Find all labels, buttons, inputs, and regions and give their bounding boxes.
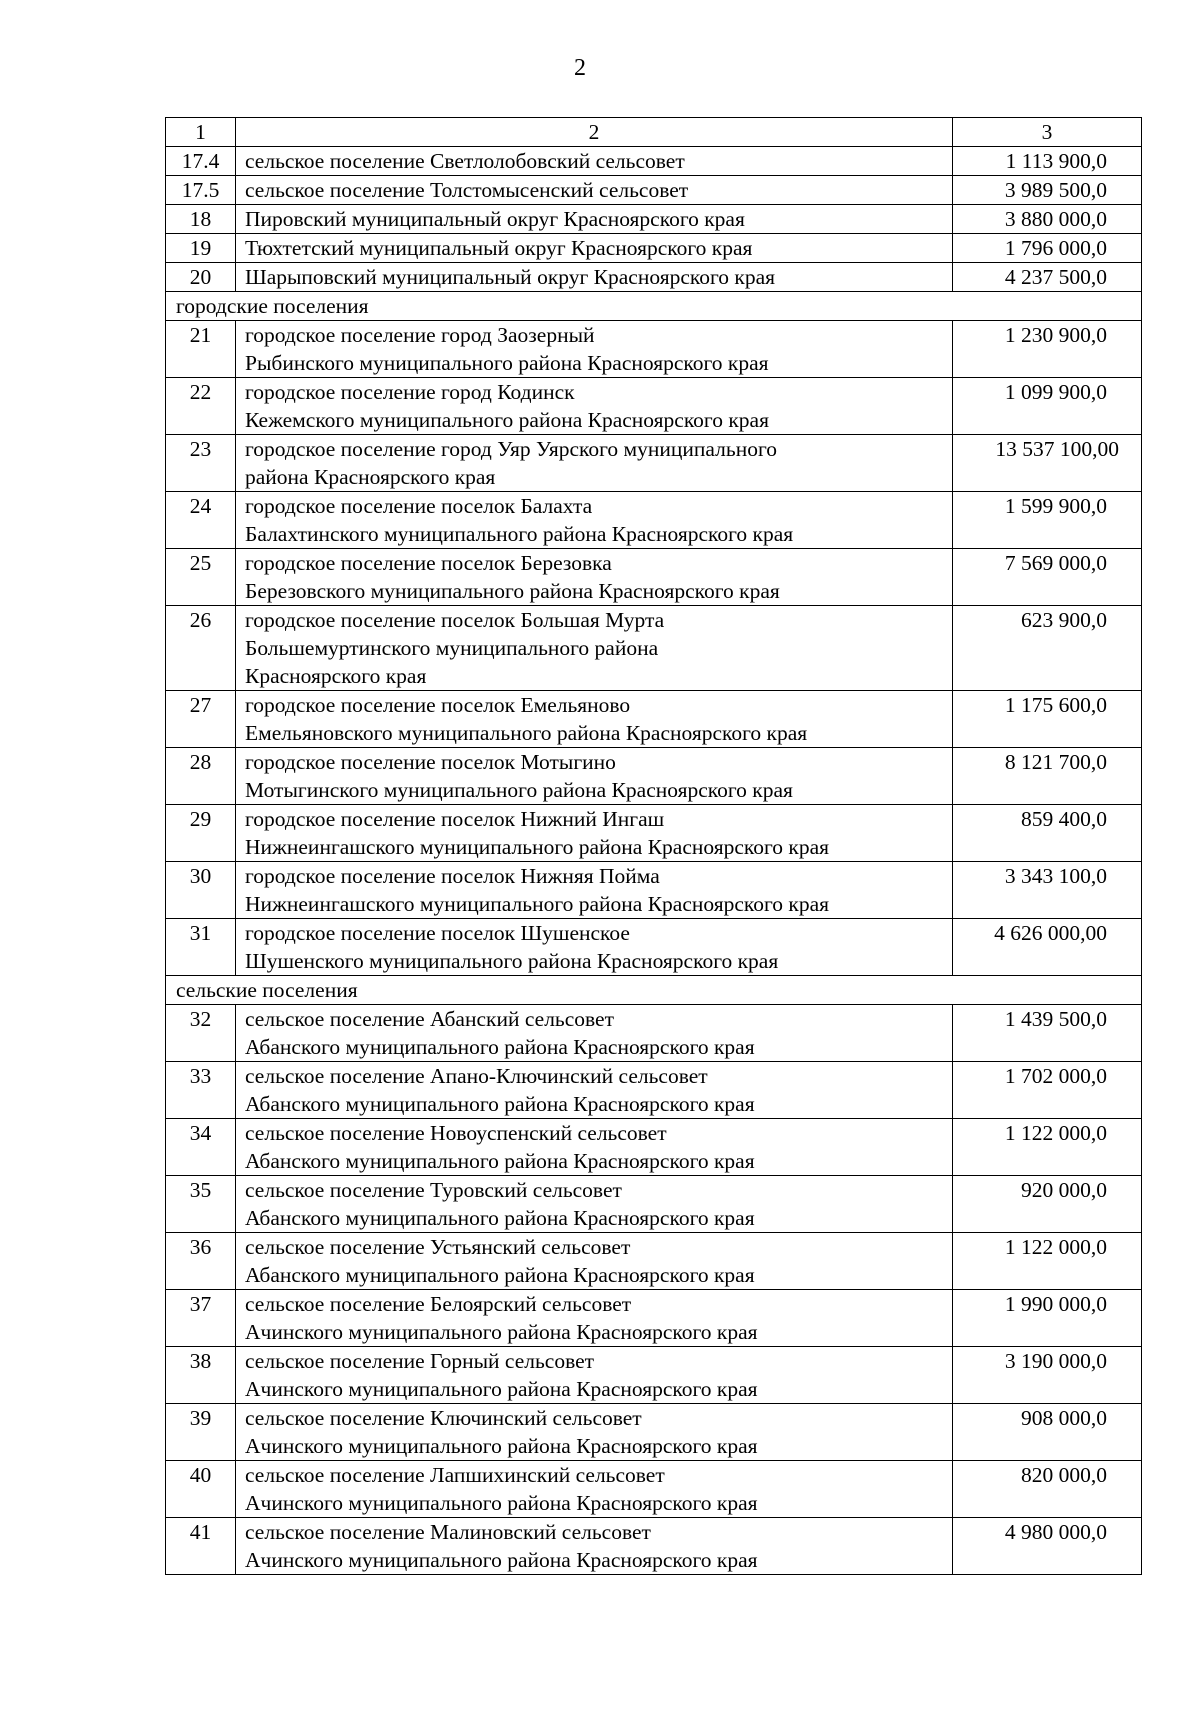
amount: 908 000,0 — [953, 1404, 1142, 1461]
municipality-name-line: Ачинского муниципального района Красноярского края — [245, 1377, 758, 1401]
municipality-name — [236, 1233, 953, 1290]
municipality-name-line: городское поселение поселок Шушенское — [245, 921, 630, 945]
row-number: 27 — [166, 691, 236, 748]
amount: 1 099 900,0 — [953, 378, 1142, 435]
municipality-name-line: городское поселение поселок Нижняя Пойма — [245, 864, 660, 888]
municipality-name-line: района Красноярского края — [245, 465, 496, 489]
column-header-2: 2 — [236, 118, 953, 147]
row-number: 36 — [166, 1233, 236, 1290]
table-header-row — [166, 118, 1142, 147]
amount: 859 400,0 — [953, 805, 1142, 862]
amount: 1 113 900,0 — [953, 147, 1142, 176]
amount: 4 237 500,0 — [953, 263, 1142, 292]
municipality-name — [236, 1290, 953, 1347]
amount: 13 537 100,00 — [953, 435, 1142, 492]
municipality-name-line: городское поселение поселок Емельяново — [245, 693, 631, 717]
municipality-name-line: Шушенского муниципального района Красноярского края — [245, 949, 779, 973]
table-row — [166, 321, 1142, 378]
section-heading: сельские поселения — [166, 976, 1142, 1005]
row-number: 25 — [166, 549, 236, 606]
municipality-name-line: Тюхтетский муниципальный округ Красноярского края — [245, 236, 753, 260]
municipality-name-line: сельское поселение Малиновский сельсовет — [245, 1520, 651, 1544]
table-row — [166, 691, 1142, 748]
municipality-name-line: городское поселение город Кодинск — [245, 380, 575, 404]
municipality-name-line: сельское поселение Абанский сельсовет — [245, 1007, 614, 1031]
municipality-name-line: Абанского муниципального района Красноярского края — [245, 1035, 755, 1059]
municipality-name — [236, 1347, 953, 1404]
amount: 1 122 000,0 — [953, 1233, 1142, 1290]
municipality-name — [236, 805, 953, 862]
row-number: 39 — [166, 1404, 236, 1461]
row-number: 28 — [166, 748, 236, 805]
amount: 1 122 000,0 — [953, 1119, 1142, 1176]
municipality-name-line: Кежемского муниципального района Красноярского края — [245, 408, 769, 432]
row-number: 31 — [166, 919, 236, 976]
table-row — [166, 549, 1142, 606]
row-number: 23 — [166, 435, 236, 492]
row-number: 22 — [166, 378, 236, 435]
municipality-name-line: городское поселение поселок Большая Мурта — [245, 608, 665, 632]
amount: 1 599 900,0 — [953, 492, 1142, 549]
municipality-name-line: сельское поселение Светлолобовский сельсовет — [245, 149, 685, 173]
row-number: 35 — [166, 1176, 236, 1233]
municipality-name — [236, 321, 953, 378]
municipality-name — [236, 1119, 953, 1176]
municipality-name-line: Балахтинского муниципального района Красноярского края — [245, 522, 794, 546]
row-number: 30 — [166, 862, 236, 919]
table-row — [166, 862, 1142, 919]
municipality-name-line: Нижнеингашского муниципального района Красноярского края — [245, 835, 830, 859]
row-number: 19 — [166, 234, 236, 263]
row-number: 18 — [166, 205, 236, 234]
row-number: 37 — [166, 1290, 236, 1347]
section-row-urban — [166, 292, 1142, 321]
municipality-name-line: Абанского муниципального района Красноярского края — [245, 1206, 755, 1230]
municipality-name-line: сельское поселение Устьянский сельсовет — [245, 1235, 631, 1259]
municipality-name-line: Мотыгинского муниципального района Красноярского края — [245, 778, 793, 802]
row-number: 24 — [166, 492, 236, 549]
table-row — [166, 147, 1142, 176]
municipality-name — [236, 147, 953, 176]
amount: 1 702 000,0 — [953, 1062, 1142, 1119]
table-row — [166, 176, 1142, 205]
municipality-name-line: сельское поселение Апано-Ключинский сельсовет — [245, 1064, 708, 1088]
municipality-name-line: Ачинского муниципального района Красноярского края — [245, 1320, 758, 1344]
table-row — [166, 805, 1142, 862]
municipality-name — [236, 549, 953, 606]
column-header-3: 3 — [953, 118, 1142, 147]
municipality-name-line: сельское поселение Толстомысенский сельсовет — [245, 178, 689, 202]
municipality-name-line: Ачинского муниципального района Красноярского края — [245, 1491, 758, 1515]
table-row — [166, 748, 1142, 805]
row-number: 40 — [166, 1461, 236, 1518]
municipality-name-line: городское поселение поселок Балахта — [245, 494, 593, 518]
table-row — [166, 1518, 1142, 1575]
table-row — [166, 492, 1142, 549]
municipality-name — [236, 1005, 953, 1062]
table-row — [166, 263, 1142, 292]
section-heading: городские поселения — [166, 292, 1142, 321]
municipality-name-line: сельское поселение Новоуспенский сельсовет — [245, 1121, 667, 1145]
amount: 4 980 000,0 — [953, 1518, 1142, 1575]
table-row — [166, 1062, 1142, 1119]
table-row — [166, 1233, 1142, 1290]
table-row — [166, 1119, 1142, 1176]
municipality-name — [236, 1404, 953, 1461]
table-row — [166, 606, 1142, 691]
table-row — [166, 1290, 1142, 1347]
municipality-name — [236, 1176, 953, 1233]
row-number: 21 — [166, 321, 236, 378]
municipality-name-line: Рыбинского муниципального района Красноярского края — [245, 351, 769, 375]
municipality-name-line: Емельяновского муниципального района Красноярского края — [245, 721, 808, 745]
municipality-name-line: Ачинского муниципального района Красноярского края — [245, 1434, 758, 1458]
table-row — [166, 234, 1142, 263]
municipality-name-line: сельское поселение Горный сельсовет — [245, 1349, 595, 1373]
table-row — [166, 919, 1142, 976]
amount: 920 000,0 — [953, 1176, 1142, 1233]
row-number: 17.5 — [166, 176, 236, 205]
municipality-name — [236, 606, 953, 691]
municipality-name-line: городское поселение поселок Мотыгино — [245, 750, 616, 774]
table-row — [166, 378, 1142, 435]
municipality-name-line: сельское поселение Ключинский сельсовет — [245, 1406, 642, 1430]
municipality-name — [236, 435, 953, 492]
row-number: 41 — [166, 1518, 236, 1575]
table-row — [166, 1176, 1142, 1233]
municipality-name-line: Шарыповский муниципальный округ Красноярского края — [245, 265, 776, 289]
municipality-name-line: Абанского муниципального района Красноярского края — [245, 1149, 755, 1173]
amount: 3 190 000,0 — [953, 1347, 1142, 1404]
municipality-name — [236, 1461, 953, 1518]
amount: 1 796 000,0 — [953, 234, 1142, 263]
municipality-name — [236, 691, 953, 748]
row-number: 34 — [166, 1119, 236, 1176]
table-row — [166, 435, 1142, 492]
amount: 820 000,0 — [953, 1461, 1142, 1518]
table-row — [166, 1404, 1142, 1461]
municipality-name-line: Березовского муниципального района Красноярского края — [245, 579, 780, 603]
municipality-name-line: городское поселение город Заозерный — [245, 323, 595, 347]
budget-table — [165, 117, 1142, 1575]
municipality-name-line: городское поселение поселок Березовка — [245, 551, 612, 575]
table-row — [166, 1461, 1142, 1518]
municipality-name-line: Абанского муниципального района Красноярского края — [245, 1092, 755, 1116]
amount: 1 990 000,0 — [953, 1290, 1142, 1347]
municipality-name-line: сельское поселение Белоярский сельсовет — [245, 1292, 632, 1316]
municipality-name — [236, 1518, 953, 1575]
row-number: 32 — [166, 1005, 236, 1062]
row-number: 33 — [166, 1062, 236, 1119]
amount: 1 230 900,0 — [953, 321, 1142, 378]
municipality-name — [236, 862, 953, 919]
amount: 1 439 500,0 — [953, 1005, 1142, 1062]
municipality-name-line: сельское поселение Туровский сельсовет — [245, 1178, 622, 1202]
row-number: 26 — [166, 606, 236, 691]
row-number: 20 — [166, 263, 236, 292]
municipality-name — [236, 263, 953, 292]
municipality-name — [236, 176, 953, 205]
row-number: 29 — [166, 805, 236, 862]
municipality-name — [236, 378, 953, 435]
amount: 3 989 500,0 — [953, 176, 1142, 205]
municipality-name-line: Абанского муниципального района Красноярского края — [245, 1263, 755, 1287]
column-header-1: 1 — [166, 118, 236, 147]
municipality-name-line: Нижнеингашского муниципального района Красноярского края — [245, 892, 830, 916]
municipality-name — [236, 492, 953, 549]
table-row — [166, 1347, 1142, 1404]
municipality-name-line: сельское поселение Лапшихинский сельсовет — [245, 1463, 665, 1487]
municipality-name-line: Пировский муниципальный округ Красноярского края — [245, 207, 745, 231]
amount: 8 121 700,0 — [953, 748, 1142, 805]
table-body — [166, 118, 1142, 1575]
amount: 3 343 100,0 — [953, 862, 1142, 919]
municipality-name — [236, 748, 953, 805]
amount: 3 880 000,0 — [953, 205, 1142, 234]
table-row — [166, 205, 1142, 234]
page-number: 2 — [574, 55, 586, 81]
row-number: 38 — [166, 1347, 236, 1404]
municipality-name — [236, 234, 953, 263]
municipality-name-line: Красноярского края — [245, 664, 427, 688]
amount: 623 900,0 — [953, 606, 1142, 691]
municipality-name-line: Ачинского муниципального района Красноярского края — [245, 1548, 758, 1572]
municipality-name — [236, 205, 953, 234]
municipality-name — [236, 919, 953, 976]
table-row — [166, 1005, 1142, 1062]
municipality-name — [236, 1062, 953, 1119]
amount: 7 569 000,0 — [953, 549, 1142, 606]
amount: 4 626 000,00 — [953, 919, 1142, 976]
municipality-name-line: городское поселение поселок Нижний Ингаш — [245, 807, 665, 831]
row-number: 17.4 — [166, 147, 236, 176]
amount: 1 175 600,0 — [953, 691, 1142, 748]
municipality-name-line: Большемуртинского муниципального района — [245, 636, 659, 660]
municipality-name-line: городское поселение город Уяр Уярского муниципального — [245, 437, 777, 461]
section-row-rural — [166, 976, 1142, 1005]
